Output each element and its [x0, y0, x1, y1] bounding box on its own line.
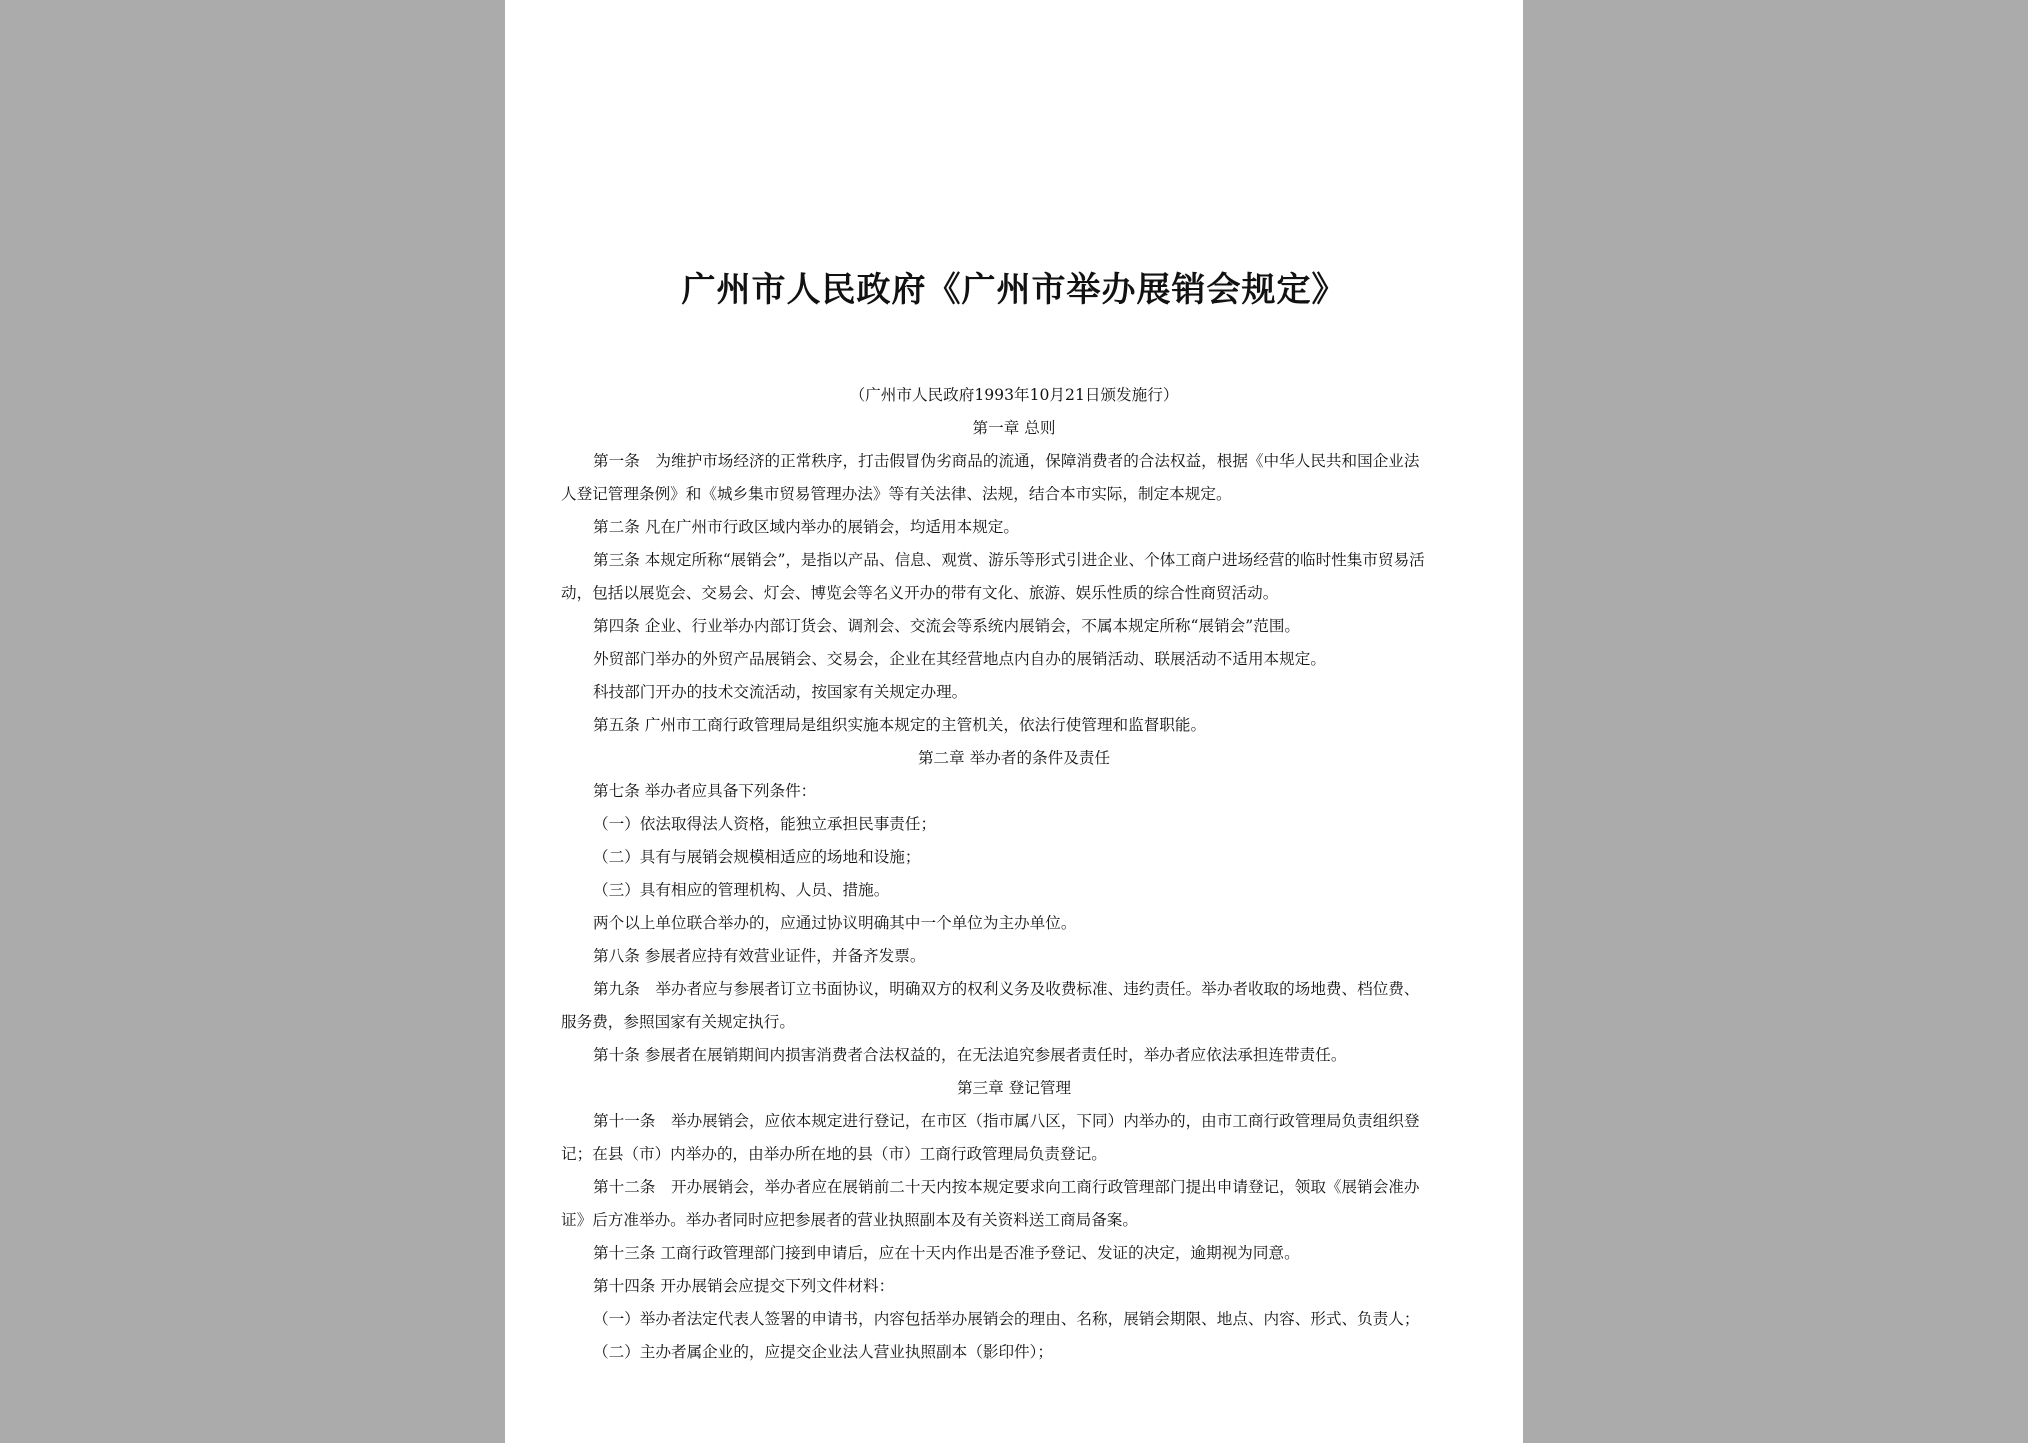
article-line: 记；在县（市）内举办的，由举办所在地的县（市）工商行政管理局负责登记。: [561, 1145, 1107, 1163]
article-line: 第四条 企业、行业举办内部订货会、调剂会、交流会等系统内展销会，不属本规定所称“展销会”范围。: [593, 617, 1301, 635]
article-line: 服务费，参照国家有关规定执行。: [561, 1013, 795, 1031]
chapter-heading: 第二章 举办者的条件及责任: [917, 749, 1111, 767]
article-line: 第五条 广州市工商行政管理局是组织实施本规定的主管机关，依法行使管理和监督职能。: [593, 716, 1207, 734]
article-line: 第八条 参展者应持有效营业证件，并备齐发票。: [593, 947, 926, 965]
document-title: 广州市人民政府《广州市举办展销会规定》: [681, 270, 1347, 310]
article-line: 第二条 凡在广州市行政区域内举办的展销会，均适用本规定。: [593, 518, 1019, 536]
article-line: （二）具有与展销会规模相适应的场地和设施；: [593, 848, 921, 866]
article-line: 外贸部门举办的外贸产品展销会、交易会，企业在其经营地点内自办的展销活动、联展活动不适用本规定。: [593, 650, 1326, 668]
article-line: 两个以上单位联合举办的，应通过协议明确其中一个单位为主办单位。: [593, 914, 1077, 932]
article-line: 科技部门开办的技术交流活动，按国家有关规定办理。: [593, 683, 968, 701]
chapter-heading: 第三章 登记管理: [956, 1079, 1072, 1097]
article-line: 第十三条 工商行政管理部门接到申请后，应在十天内作出是否准予登记、发证的决定，逾期视为同意。: [593, 1244, 1300, 1262]
article-line: 第十四条 开办展销会应提交下列文件材料：: [593, 1277, 895, 1295]
article-line: 第十条 参展者在展销期间内损害消费者合法权益的，在无法追究参展者责任时，举办者应依法承担连带责任。: [593, 1046, 1347, 1064]
article-line: （一）举办者法定代表人签署的申请书，内容包括举办展销会的理由、名称，展销会期限、地点、内容、形式、负责人；: [593, 1310, 1420, 1328]
article-line: 第十二条 开办展销会，举办者应在展销前二十天内按本规定要求向工商行政管理部门提出申请登记，领取《展销会准办: [593, 1178, 1420, 1196]
chapter-heading: 第一章 总则: [972, 419, 1056, 437]
article-line: （三）具有相应的管理机构、人员、措施。: [593, 881, 890, 899]
article-line: 证》后方准举办。举办者同时应把参展者的营业执照副本及有关资料送工商局备案。: [561, 1211, 1138, 1229]
article-line: 人登记管理条例》和《城乡集市贸易管理办法》等有关法律、法规，结合本市实际，制定本规定。: [561, 485, 1232, 503]
article-line: （二）主办者属企业的，应提交企业法人营业执照副本（影印件）；: [593, 1343, 1054, 1361]
article-line: 动，包括以展览会、交易会、灯会、博览会等名义开办的带有文化、旅游、娱乐性质的综合性商贸活动。: [561, 584, 1279, 602]
issuance-note: （广州市人民政府1993年10月21日颁发施行）: [849, 386, 1179, 404]
article-line: 第十一条 举办展销会，应依本规定进行登记，在市区（指市属八区，下同）内举办的，由市工商行政管理局负责组织登: [593, 1112, 1420, 1130]
article-line: 第三条 本规定所称“展销会”，是指以产品、信息、观赏、游乐等形式引进企业、个体工商户进场经营的临时性集市贸易活: [593, 551, 1425, 569]
article-line: 第九条 举办者应与参展者订立书面协议，明确双方的权利义务及收费标准、违约责任。举办者收取的场地费、档位费、: [593, 980, 1420, 998]
article-line: 第一条 为维护市场经济的正常秩序，打击假冒伪劣商品的流通，保障消费者的合法权益，根据《中华人民共和国企业法: [593, 452, 1420, 470]
article-line: 第七条 举办者应具备下列条件：: [593, 782, 817, 800]
article-line: （一）依法取得法人资格，能独立承担民事责任；: [593, 815, 937, 833]
document-page: [505, 0, 1523, 1443]
